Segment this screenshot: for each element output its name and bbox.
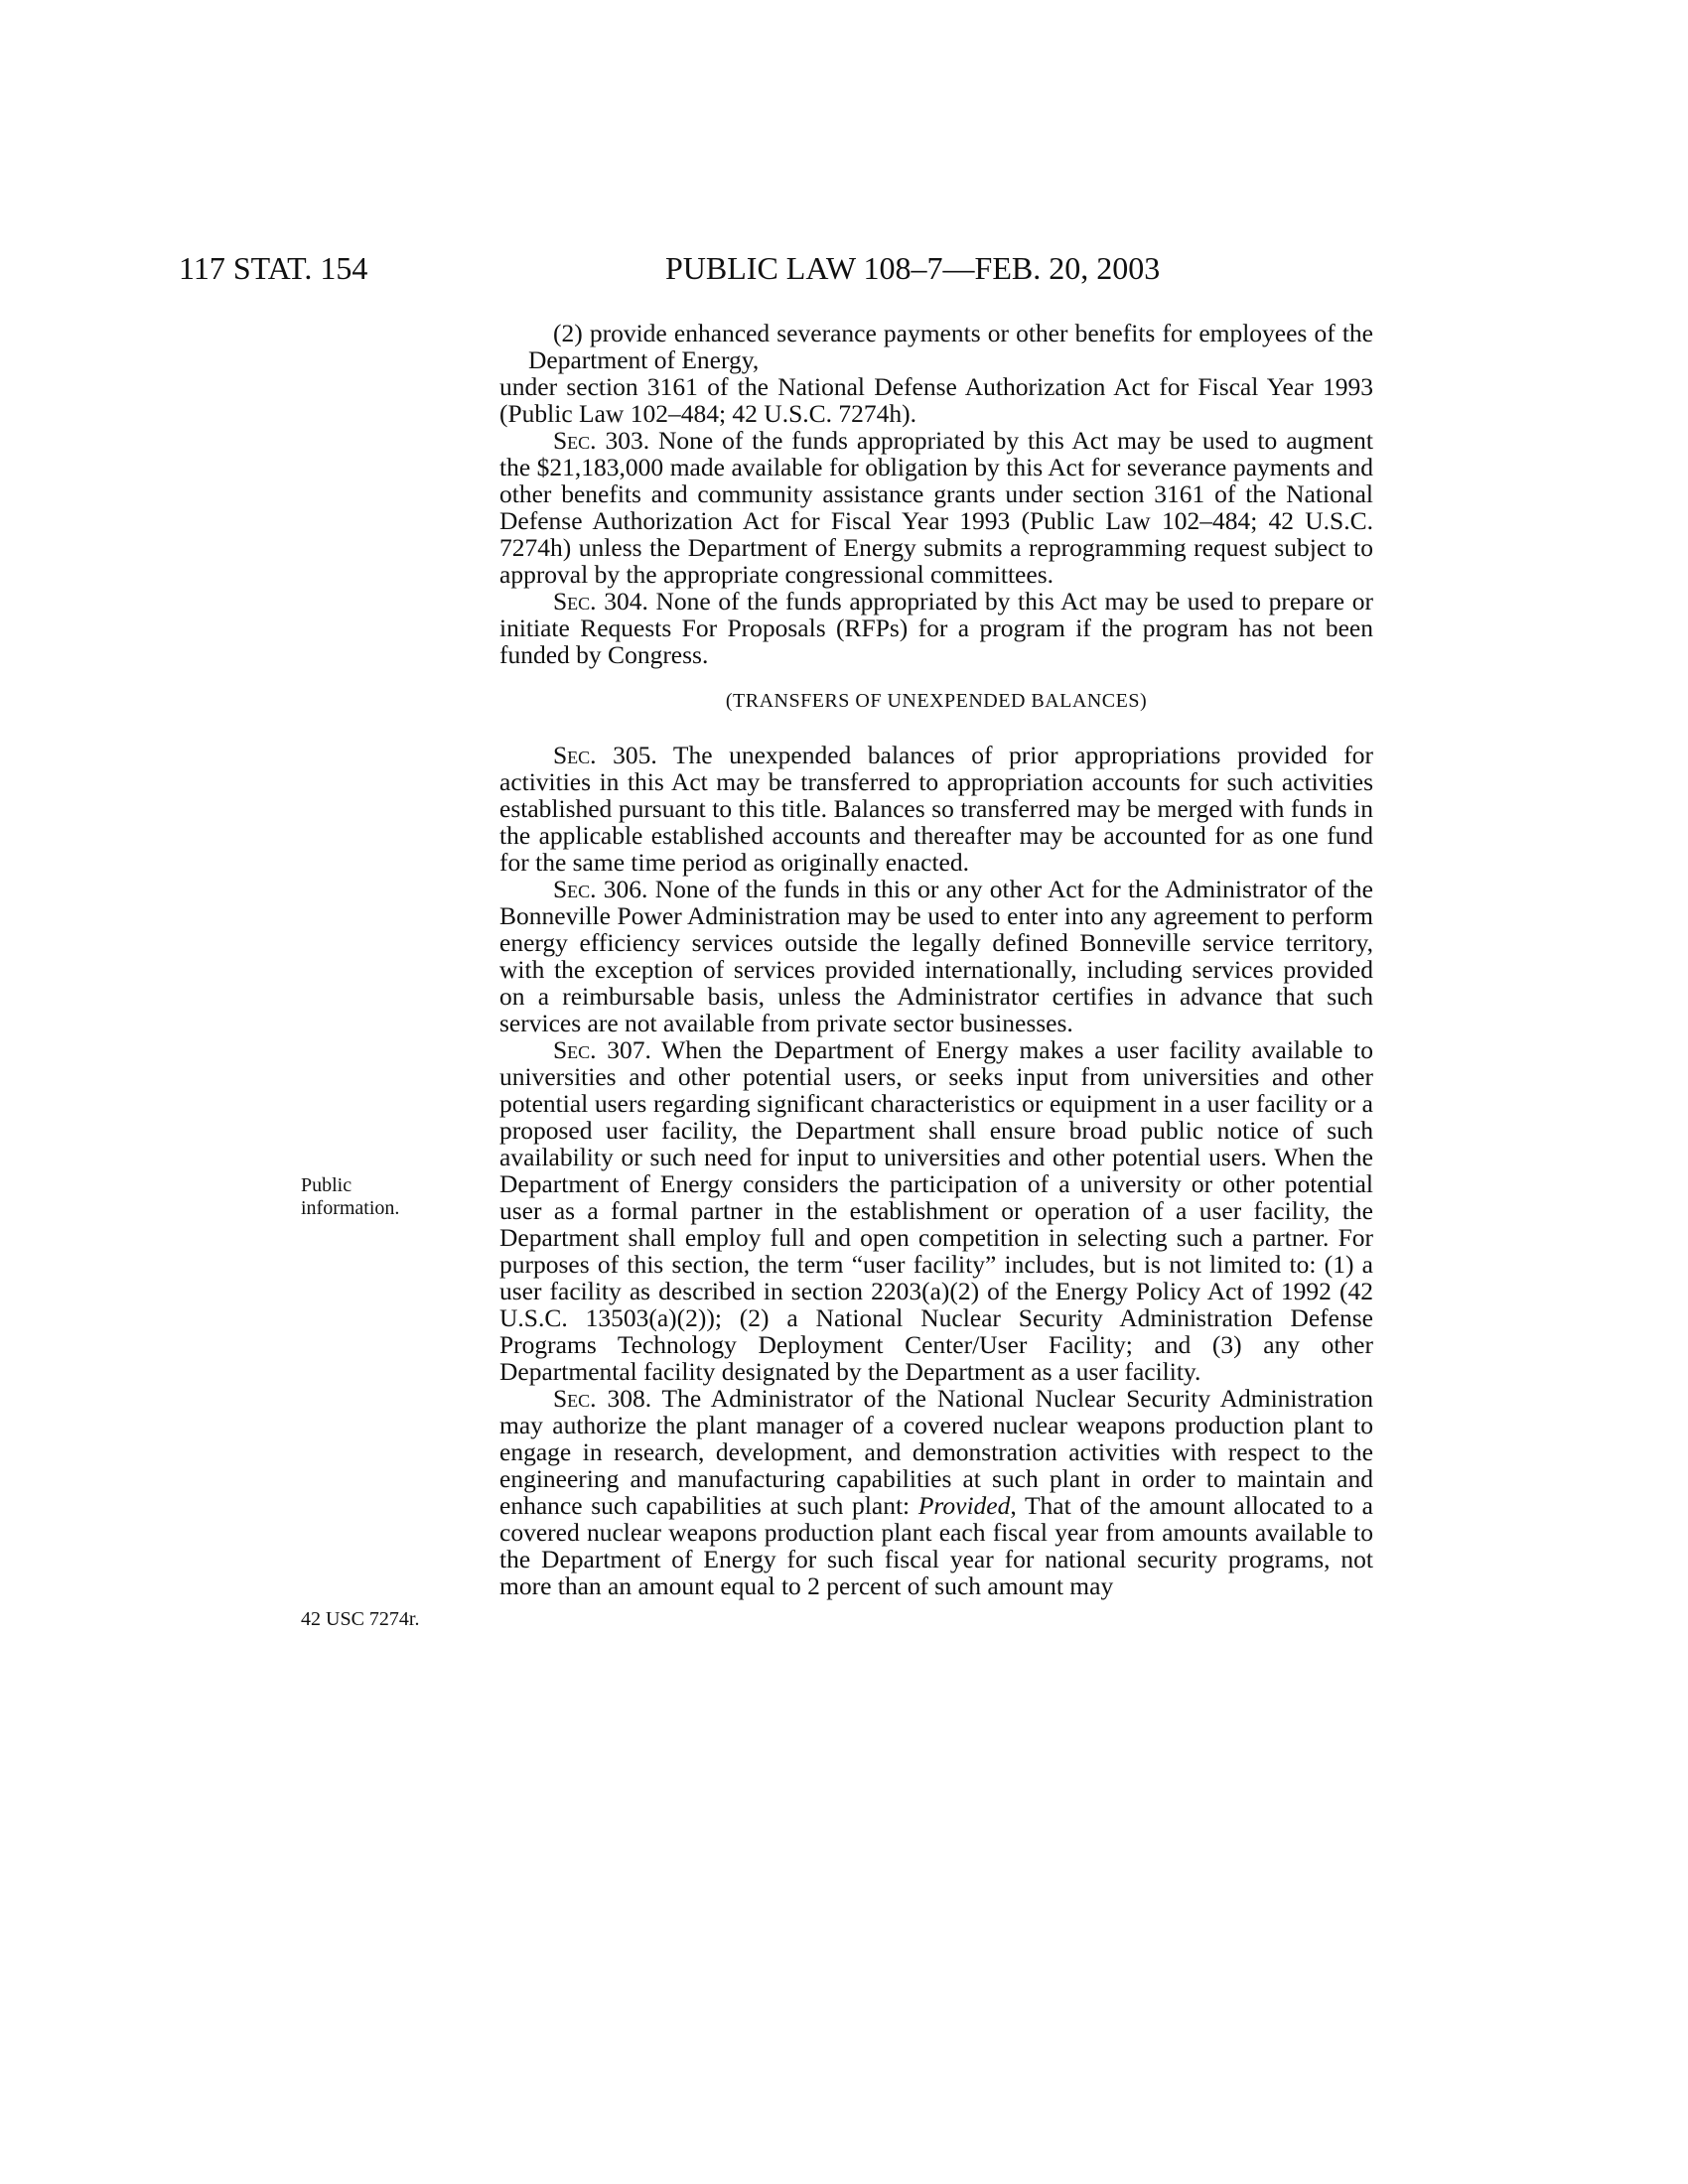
section-text: None of the funds appropriated by this Act may be used to augment the $21,183,000 made available for obligation by this Act for severance payments and other benefits and community assistance grants under section 3161 of the National Defense Authorization Act for Fiscal Year 1993 (Public Law 102–484; 42 U.S.C. 7274h) unless the Department of Energy submits a reprogramming request subject to approval by the appropriate congressional committees. bbox=[499, 426, 1374, 589]
section-text: None of the funds in this or any other Act for the Administrator of the Bonneville Power Administration may be used to enter into any agreement to perform energy efficiency services outside the legally defined Bonneville service territory, with the exception of services provided internationally, including services provided on a reimbursable basis, unless the Administrator certifies in advance that such services are not available from private sector businesses. bbox=[499, 875, 1373, 1037]
item-2-paragraph: (2) provide enhanced severance payments or other benefits for employees of the Department of Energy, bbox=[528, 319, 1373, 374]
transfers-heading: (TRANSFERS OF UNEXPENDED BALANCES) bbox=[725, 690, 1148, 712]
section-label: Sec. 308. bbox=[553, 1384, 652, 1413]
section-label: Sec. 304. bbox=[553, 587, 648, 615]
margin-note-line: Public bbox=[301, 1174, 352, 1196]
margin-note-usc-reference: 42 USC 7274r. bbox=[301, 1608, 420, 1630]
section-text: , That of the amount allocated to a covered nuclear weapons production plant each fiscal year from amounts available to the Department of Energy for such fiscal year for national security programs, not more than an amount equal to 2 percent of such amount may bbox=[499, 1491, 1373, 1600]
item-2-continuation: under section 3161 of the National Defense Authorization Act for Fiscal Year 1993 (Public Law 102–484; 42 U.S.C. 7274h). bbox=[499, 372, 1373, 428]
section-label: Sec. 303. bbox=[553, 426, 650, 455]
section-label: Sec. 305. bbox=[553, 741, 657, 769]
section-label: Sec. 307. bbox=[553, 1035, 651, 1064]
section-label: Sec. 306. bbox=[553, 875, 648, 903]
section-307 bbox=[499, 1036, 1373, 1385]
section-text: When the Department of Energy makes a user facility available to universities and other potential users, or seeks input from universities and other potential users regarding significant characteristics or equipment in a user facility or a proposed user facility, the Department shall ensure broad public notice of such availability or such need for input to universities and other potential users. When the Department of Energy considers the participation of a university or other potential user as a formal partner in the establishment or operation of a user facility, the Department shall employ full and open competition in selecting such a partner. For purposes of this section, the term “user facility” includes, but is not limited to: (1) a user facility as described in section 2203(a)(2) of the Energy Policy Act of 1992 (42 U.S.C. 13503(a)(2)); (2) a National Nuclear Security Administration Defense Programs Technology Deployment Center/User Facility; and (3) any other Departmental facility designated by the Department as a user facility. bbox=[499, 1035, 1373, 1386]
margin-note-public-information bbox=[301, 1174, 450, 1220]
margin-note-line: information. bbox=[301, 1197, 400, 1219]
section-306 bbox=[499, 876, 1373, 1036]
section-text: The unexpended balances of prior appropriations provided for activities in this Act may be transferred to appropriation accounts for such activities established pursuant to this title. Balances so transferred may be merged with funds in the applicable established accounts and thereafter may be accounted for as one fund for the same time period as originally enacted. bbox=[499, 741, 1374, 877]
page-reference: 117 STAT. 154 bbox=[179, 250, 368, 286]
page-header bbox=[0, 250, 1688, 290]
law-title: PUBLIC LAW 108–7—FEB. 20, 2003 bbox=[665, 250, 1161, 286]
document-body bbox=[499, 320, 1373, 1599]
section-305 bbox=[499, 742, 1373, 876]
section-text: The Administrator of the National Nuclear Security Administration may authorize the plant manager of a covered nuclear weapons production plant to engage in research, development, and demonstration activities with respect to the engineering and manufacturing capabilities at such plant in order to maintain and enhance such capabilities at such plant: bbox=[499, 1384, 1374, 1520]
provided-italic: Provided bbox=[917, 1491, 1011, 1520]
section-304 bbox=[499, 588, 1373, 668]
section-text: None of the funds appropriated by this Act may be used to prepare or initiate Requests For Proposals (RFPs) for a program if the program has not been funded by Congress. bbox=[499, 587, 1373, 669]
section-303 bbox=[499, 427, 1373, 588]
section-308 bbox=[499, 1385, 1373, 1599]
